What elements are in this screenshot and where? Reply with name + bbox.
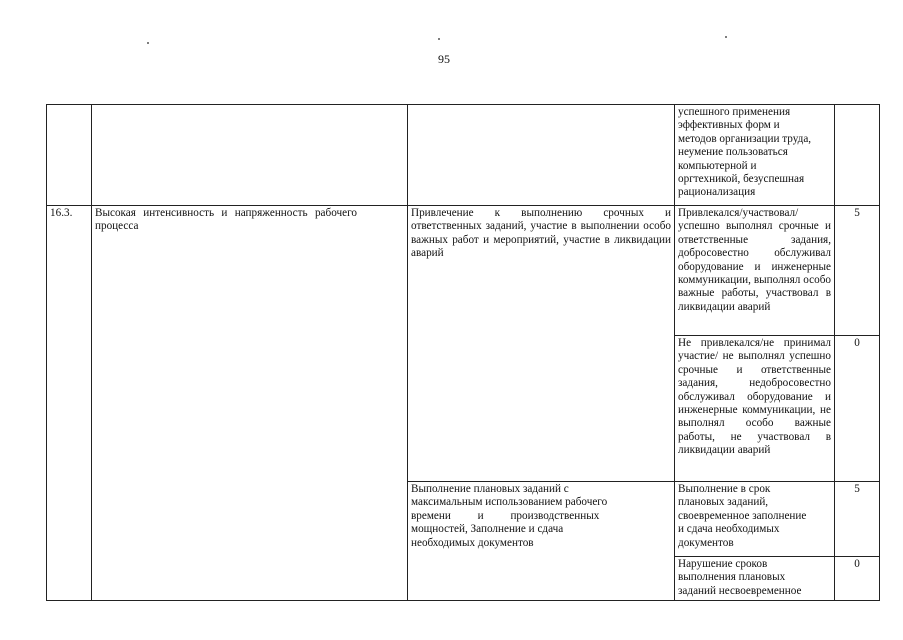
score-cell xyxy=(835,105,880,206)
section-number: 16.3. xyxy=(47,206,92,601)
criterion-cell xyxy=(408,105,675,206)
indicator-line: неумение пользоваться xyxy=(678,146,788,159)
score-value: 0 xyxy=(835,557,880,601)
criterion-line: мощностей, Заполнение и сдача xyxy=(411,523,564,536)
indicator-line: методов организации труда, xyxy=(678,132,812,145)
title-cell xyxy=(92,105,408,206)
criterion-line: максимальным использованием рабочего xyxy=(411,496,608,509)
indicator-line: выполнения плановых xyxy=(678,571,786,584)
criterion-line: времени и производственных xyxy=(411,509,600,522)
indicator-line: и сдача необходимых xyxy=(678,523,780,536)
table-row-continuation xyxy=(47,105,880,206)
indicator-text: Привлекался/участвовал/успешно выполнял срочные и ответственные задания, добросовестно обслуживал оборудование и инженерные коммуникации, выполнял особо важные работы, участвовал в ликвидации аварий xyxy=(675,206,835,336)
indicator-cell xyxy=(675,105,835,206)
page-number: 95 xyxy=(438,52,450,66)
criterion-text: Привлечение к выполнению срочных и ответственных заданий, участие в выполнении особо важных работ и мероприятий, участие в ликвидации аварий xyxy=(408,206,675,482)
indicator-line: своевременное заполнение xyxy=(678,509,807,522)
indicator-line: успешного применения xyxy=(678,106,791,118)
indicator-line: документов xyxy=(678,536,734,549)
indicator-text: Не привлекался/не принимал участие/ не выполнял успешно срочные и ответственные задания, недобросовестно обслуживал оборудование и инженерные коммуникации, не выполнял особо важные работы, не участвовал в ликвидации аварий xyxy=(675,336,835,482)
indicator-line: плановых заданий, xyxy=(678,496,769,509)
indicator-text xyxy=(675,557,835,601)
indicator-line: Выполнение в срок xyxy=(678,483,771,495)
criterion-line: необходимых документов xyxy=(411,536,534,549)
indicator-line: заданий несвоевременное xyxy=(678,584,802,597)
evaluation-table xyxy=(46,104,880,601)
section-title: Высокая интенсивность и напряженность рабочего процесса xyxy=(92,206,408,601)
indicator-line: Нарушение сроков xyxy=(678,558,768,570)
indicator-text xyxy=(675,482,835,557)
number-cell xyxy=(47,105,92,206)
indicator-line: оргтехникой, безуспешная xyxy=(678,173,805,186)
score-value: 5 xyxy=(835,206,880,336)
score-value: 0 xyxy=(835,336,880,482)
indicator-line: эффективных форм и xyxy=(678,119,780,132)
indicator-line: рационализация xyxy=(678,186,756,199)
scan-speck xyxy=(725,36,727,38)
criterion-text xyxy=(408,482,675,601)
criterion-line: Выполнение плановых заданий с xyxy=(411,483,569,495)
score-value: 5 xyxy=(835,482,880,557)
table-row xyxy=(47,206,880,336)
scan-speck xyxy=(438,38,440,40)
scan-speck xyxy=(147,42,149,44)
indicator-line: компьютерной и xyxy=(678,159,757,172)
